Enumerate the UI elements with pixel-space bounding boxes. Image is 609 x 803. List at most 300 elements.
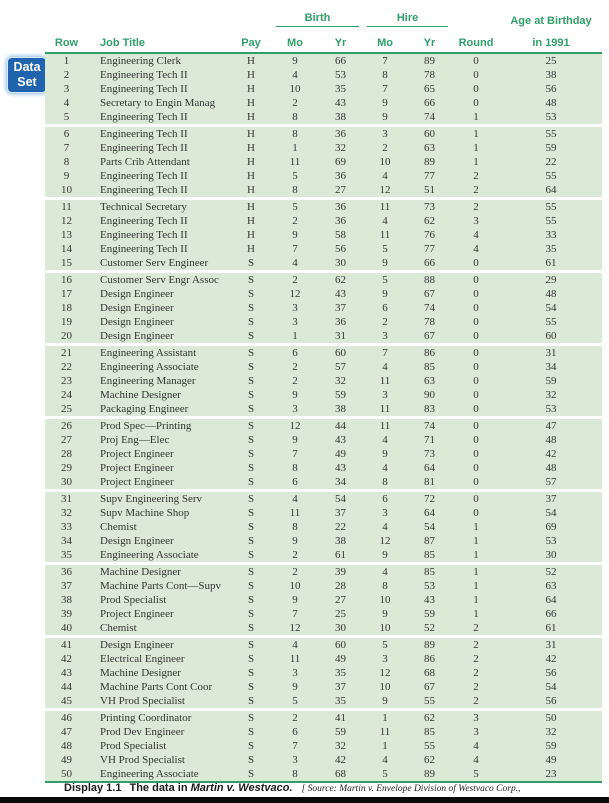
birth-month: 3 — [272, 753, 318, 767]
pay-type: H — [230, 228, 272, 242]
birth-month: 4 — [272, 256, 318, 270]
age-1991: 53 — [500, 402, 602, 416]
round: 3 — [452, 725, 500, 739]
hire-month: 4 — [363, 433, 407, 447]
age-1991: 54 — [500, 506, 602, 520]
birth-year: 37 — [318, 301, 363, 315]
birth-month: 3 — [272, 666, 318, 680]
birth-year: 37 — [318, 506, 363, 520]
birth-year: 31 — [318, 329, 363, 343]
hire-year: 55 — [407, 739, 452, 753]
table-row — [45, 579, 602, 593]
row-number: 32 — [45, 506, 88, 520]
pay-type: S — [230, 607, 272, 621]
birth-year: 59 — [318, 725, 363, 739]
age-1991: 48 — [500, 433, 602, 447]
table-row — [45, 739, 602, 753]
birth-month: 6 — [272, 475, 318, 489]
hire-month: 11 — [363, 419, 407, 433]
birth-month: 2 — [272, 273, 318, 287]
birth-year: 35 — [318, 82, 363, 96]
birth-month: 11 — [272, 652, 318, 666]
hire-month: 10 — [363, 680, 407, 694]
hire-month: 6 — [363, 301, 407, 315]
hire-year: 74 — [407, 419, 452, 433]
pay-type: S — [230, 301, 272, 315]
row-number: 44 — [45, 680, 88, 694]
col-header-job-title: Job Title — [88, 27, 230, 53]
round: 0 — [452, 346, 500, 360]
birth-year: 34 — [318, 475, 363, 489]
job-title: Machine Designer — [88, 565, 230, 579]
table-row — [45, 419, 602, 433]
birth-year: 42 — [318, 753, 363, 767]
column-header-row — [45, 27, 602, 53]
hire-group-header — [363, 6, 452, 27]
table-row — [45, 725, 602, 739]
birth-month: 11 — [272, 155, 318, 169]
birth-month: 7 — [272, 242, 318, 256]
hire-year: 66 — [407, 96, 452, 110]
round: 1 — [452, 155, 500, 169]
birth-month: 4 — [272, 638, 318, 652]
age-1991: 48 — [500, 461, 602, 475]
hire-month: 10 — [363, 155, 407, 169]
birth-month: 3 — [272, 315, 318, 329]
hire-year: 85 — [407, 725, 452, 739]
job-title: Engineering Tech II — [88, 183, 230, 197]
row-number: 48 — [45, 739, 88, 753]
table-row — [45, 680, 602, 694]
row-number: 38 — [45, 593, 88, 607]
pay-type: S — [230, 492, 272, 506]
job-title: Project Engineer — [88, 461, 230, 475]
row-number: 29 — [45, 461, 88, 475]
job-title: Technical Secretary — [88, 200, 230, 214]
birth-year: 43 — [318, 287, 363, 301]
hire-year: 67 — [407, 680, 452, 694]
hire-month: 4 — [363, 520, 407, 534]
hire-month: 7 — [363, 53, 407, 68]
birth-year: 68 — [318, 767, 363, 782]
table-row — [45, 346, 602, 360]
row-number: 2 — [45, 68, 88, 82]
job-title: Project Engineer — [88, 607, 230, 621]
row-number: 43 — [45, 666, 88, 680]
row-number: 26 — [45, 419, 88, 433]
birth-month: 2 — [272, 360, 318, 374]
job-title: Engineering Tech II — [88, 228, 230, 242]
job-title: Proj Eng—Elec — [88, 433, 230, 447]
job-title: Prod Specialist — [88, 739, 230, 753]
table-row — [45, 694, 602, 708]
table-row — [45, 548, 602, 562]
hire-year: 85 — [407, 548, 452, 562]
hire-month: 5 — [363, 638, 407, 652]
table-row — [45, 68, 602, 82]
round: 2 — [452, 694, 500, 708]
hire-year: 89 — [407, 638, 452, 652]
hire-year: 90 — [407, 388, 452, 402]
pay-type: S — [230, 725, 272, 739]
hire-month: 1 — [363, 739, 407, 753]
pay-type: H — [230, 183, 272, 197]
birth-month: 7 — [272, 739, 318, 753]
pay-type: S — [230, 506, 272, 520]
age-1991: 56 — [500, 666, 602, 680]
age-1991: 54 — [500, 301, 602, 315]
round: 0 — [452, 256, 500, 270]
table-row — [45, 621, 602, 635]
age-1991: 53 — [500, 110, 602, 124]
job-title: Supv Engineering Serv — [88, 492, 230, 506]
pay-type: S — [230, 680, 272, 694]
row-number: 40 — [45, 621, 88, 635]
round: 0 — [452, 374, 500, 388]
pay-type: S — [230, 287, 272, 301]
birth-month: 8 — [272, 520, 318, 534]
caption-text: The data in — [129, 782, 188, 794]
pay-type: H — [230, 127, 272, 141]
age-1991: 33 — [500, 228, 602, 242]
row-number: 34 — [45, 534, 88, 548]
age-1991: 35 — [500, 242, 602, 256]
hire-month: 12 — [363, 534, 407, 548]
age-1991: 48 — [500, 96, 602, 110]
pay-type: S — [230, 374, 272, 388]
pay-type: S — [230, 753, 272, 767]
row-number: 9 — [45, 169, 88, 183]
birth-year: 60 — [318, 638, 363, 652]
hire-month: 9 — [363, 96, 407, 110]
table-row — [45, 520, 602, 534]
birth-month: 2 — [272, 548, 318, 562]
hire-month: 8 — [363, 579, 407, 593]
hire-year: 71 — [407, 433, 452, 447]
round: 1 — [452, 520, 500, 534]
hire-year: 83 — [407, 402, 452, 416]
birth-year: 36 — [318, 214, 363, 228]
birth-month: 6 — [272, 725, 318, 739]
birth-year: 25 — [318, 607, 363, 621]
hire-year: 89 — [407, 155, 452, 169]
age-1991: 59 — [500, 739, 602, 753]
hire-year: 53 — [407, 579, 452, 593]
caption-source: [ Source: Martin v. Envelope Division of Westvaco Corp., — [301, 784, 521, 794]
job-title: VH Prod Specialist — [88, 694, 230, 708]
table-row — [45, 242, 602, 256]
hire-year: 87 — [407, 534, 452, 548]
birth-month: 8 — [272, 461, 318, 475]
hire-year: 76 — [407, 228, 452, 242]
row-number: 28 — [45, 447, 88, 461]
table-row — [45, 447, 602, 461]
age-1991: 34 — [500, 360, 602, 374]
row-number: 30 — [45, 475, 88, 489]
age-1991: 47 — [500, 419, 602, 433]
table-row — [45, 374, 602, 388]
row-number: 35 — [45, 548, 88, 562]
birth-year: 22 — [318, 520, 363, 534]
age-1991: 66 — [500, 607, 602, 621]
birth-month: 9 — [272, 433, 318, 447]
round: 0 — [452, 447, 500, 461]
hire-year: 85 — [407, 360, 452, 374]
pay-type: H — [230, 110, 272, 124]
round: 4 — [452, 753, 500, 767]
row-number: 50 — [45, 767, 88, 782]
table-row — [45, 155, 602, 169]
hire-month: 4 — [363, 565, 407, 579]
round: 1 — [452, 607, 500, 621]
birth-year: 43 — [318, 461, 363, 475]
header-spacer — [45, 6, 272, 27]
birth-month: 8 — [272, 767, 318, 782]
row-number: 3 — [45, 82, 88, 96]
round: 4 — [452, 242, 500, 256]
row-number: 15 — [45, 256, 88, 270]
round: 4 — [452, 228, 500, 242]
hire-year: 62 — [407, 214, 452, 228]
hire-month: 12 — [363, 183, 407, 197]
hire-year: 86 — [407, 346, 452, 360]
table-row — [45, 506, 602, 520]
hire-month: 3 — [363, 506, 407, 520]
round: 1 — [452, 110, 500, 124]
age-1991: 50 — [500, 711, 602, 725]
row-number: 13 — [45, 228, 88, 242]
hire-month: 11 — [363, 374, 407, 388]
hire-year: 65 — [407, 82, 452, 96]
table-row — [45, 183, 602, 197]
row-number: 36 — [45, 565, 88, 579]
pay-type: S — [230, 315, 272, 329]
job-title: Design Engineer — [88, 329, 230, 343]
birth-month: 3 — [272, 402, 318, 416]
birth-month: 7 — [272, 447, 318, 461]
hire-year: 60 — [407, 127, 452, 141]
job-title: Chemist — [88, 621, 230, 635]
round: 3 — [452, 214, 500, 228]
pay-type: H — [230, 53, 272, 68]
round: 0 — [452, 96, 500, 110]
table-row — [45, 607, 602, 621]
birth-month: 2 — [272, 374, 318, 388]
table-row — [45, 169, 602, 183]
row-number: 23 — [45, 374, 88, 388]
hire-year: 43 — [407, 593, 452, 607]
hire-month: 8 — [363, 68, 407, 82]
page-bottom-bar — [0, 797, 609, 803]
age-1991: 23 — [500, 767, 602, 782]
table-row — [45, 315, 602, 329]
birth-year: 36 — [318, 127, 363, 141]
age-1991: 49 — [500, 753, 602, 767]
birth-group-header — [272, 6, 363, 27]
birth-month: 9 — [272, 53, 318, 68]
hire-year: 73 — [407, 200, 452, 214]
job-title: Engineering Tech II — [88, 110, 230, 124]
pay-type: S — [230, 666, 272, 680]
job-title: Design Engineer — [88, 534, 230, 548]
job-title: Prod Spec—Printing — [88, 419, 230, 433]
row-number: 25 — [45, 402, 88, 416]
row-number: 4 — [45, 96, 88, 110]
birth-year: 59 — [318, 388, 363, 402]
pay-type: S — [230, 419, 272, 433]
table-header — [45, 6, 602, 53]
birth-year: 43 — [318, 433, 363, 447]
hire-month: 2 — [363, 141, 407, 155]
hire-month: 2 — [363, 315, 407, 329]
hire-month: 6 — [363, 492, 407, 506]
hire-year: 77 — [407, 169, 452, 183]
hire-month: 1 — [363, 711, 407, 725]
birth-year: 62 — [318, 273, 363, 287]
birth-year: 61 — [318, 548, 363, 562]
dataset-badge — [8, 58, 46, 92]
hire-year: 63 — [407, 141, 452, 155]
hire-month: 9 — [363, 110, 407, 124]
hire-year: 52 — [407, 621, 452, 635]
round: 3 — [452, 711, 500, 725]
job-title: Engineering Associate — [88, 767, 230, 782]
hire-month: 11 — [363, 725, 407, 739]
table-row — [45, 593, 602, 607]
age-1991: 38 — [500, 68, 602, 82]
row-number: 6 — [45, 127, 88, 141]
hire-year: 51 — [407, 183, 452, 197]
row-number: 27 — [45, 433, 88, 447]
table-row — [45, 433, 602, 447]
age-1991: 60 — [500, 329, 602, 343]
pay-type: H — [230, 169, 272, 183]
col-header-round: Round — [452, 27, 500, 53]
table-row — [45, 301, 602, 315]
pay-type: S — [230, 534, 272, 548]
round: 2 — [452, 183, 500, 197]
hire-year: 72 — [407, 492, 452, 506]
job-title: Engineering Associate — [88, 360, 230, 374]
row-number: 46 — [45, 711, 88, 725]
birth-year: 54 — [318, 492, 363, 506]
birth-year: 28 — [318, 579, 363, 593]
table-row — [45, 565, 602, 579]
table-row — [45, 256, 602, 270]
hire-month: 12 — [363, 666, 407, 680]
birth-year: 69 — [318, 155, 363, 169]
caption-display-number: Display 1.1 — [64, 782, 122, 794]
birth-month: 2 — [272, 565, 318, 579]
round: 0 — [452, 301, 500, 315]
birth-month: 2 — [272, 96, 318, 110]
birth-month: 3 — [272, 301, 318, 315]
age-1991: 31 — [500, 638, 602, 652]
hire-month: 7 — [363, 346, 407, 360]
hire-month: 9 — [363, 607, 407, 621]
dataset-badge-line1: Data — [13, 60, 41, 74]
job-title: Engineering Tech II — [88, 82, 230, 96]
job-title: Prod Dev Engineer — [88, 725, 230, 739]
hire-month: 4 — [363, 169, 407, 183]
round: 0 — [452, 419, 500, 433]
round: 1 — [452, 141, 500, 155]
table-row — [45, 492, 602, 506]
birth-year: 49 — [318, 447, 363, 461]
job-title: Design Engineer — [88, 287, 230, 301]
birth-month: 9 — [272, 534, 318, 548]
pay-type: S — [230, 433, 272, 447]
hire-month: 3 — [363, 127, 407, 141]
pay-type: H — [230, 242, 272, 256]
hire-year: 54 — [407, 520, 452, 534]
job-title: Design Engineer — [88, 301, 230, 315]
hire-year: 78 — [407, 315, 452, 329]
job-title: Machine Parts Cont Coor — [88, 680, 230, 694]
pay-type: S — [230, 447, 272, 461]
row-number: 7 — [45, 141, 88, 155]
row-number: 39 — [45, 607, 88, 621]
age-1991: 22 — [500, 155, 602, 169]
birth-month: 1 — [272, 329, 318, 343]
hire-year: 64 — [407, 506, 452, 520]
birth-month: 12 — [272, 287, 318, 301]
pay-type: S — [230, 621, 272, 635]
hire-year: 62 — [407, 711, 452, 725]
age-1991: 57 — [500, 475, 602, 489]
birth-month: 2 — [272, 711, 318, 725]
birth-year: 38 — [318, 402, 363, 416]
age-1991: 55 — [500, 214, 602, 228]
job-title: Engineering Assistant — [88, 346, 230, 360]
table-row — [45, 329, 602, 343]
birth-group-label: Birth — [276, 12, 359, 27]
hire-month: 8 — [363, 475, 407, 489]
age-1991: 29 — [500, 273, 602, 287]
pay-type: S — [230, 256, 272, 270]
birth-year: 32 — [318, 141, 363, 155]
birth-month: 1 — [272, 141, 318, 155]
hire-month: 7 — [363, 82, 407, 96]
age-1991: 56 — [500, 82, 602, 96]
caption-case-name: Martin v. Westvaco. — [190, 782, 293, 794]
hire-year: 74 — [407, 110, 452, 124]
pay-type: H — [230, 214, 272, 228]
col-header-pay: Pay — [230, 27, 272, 53]
job-title: Chemist — [88, 520, 230, 534]
round: 1 — [452, 579, 500, 593]
hire-group-label: Hire — [367, 12, 448, 27]
job-title: Project Engineer — [88, 475, 230, 489]
table-row — [45, 767, 602, 782]
round: 1 — [452, 593, 500, 607]
round: 0 — [452, 388, 500, 402]
birth-month: 8 — [272, 183, 318, 197]
table-row — [45, 388, 602, 402]
hire-year: 73 — [407, 447, 452, 461]
round: 0 — [452, 315, 500, 329]
age-1991: 69 — [500, 520, 602, 534]
table-row — [45, 141, 602, 155]
job-title: Engineering Tech II — [88, 127, 230, 141]
pay-type: H — [230, 82, 272, 96]
col-header-birth-yr: Yr — [318, 27, 363, 53]
hire-year: 55 — [407, 694, 452, 708]
age-1991: 32 — [500, 725, 602, 739]
birth-year: 57 — [318, 360, 363, 374]
pay-type: S — [230, 388, 272, 402]
hire-month: 5 — [363, 242, 407, 256]
